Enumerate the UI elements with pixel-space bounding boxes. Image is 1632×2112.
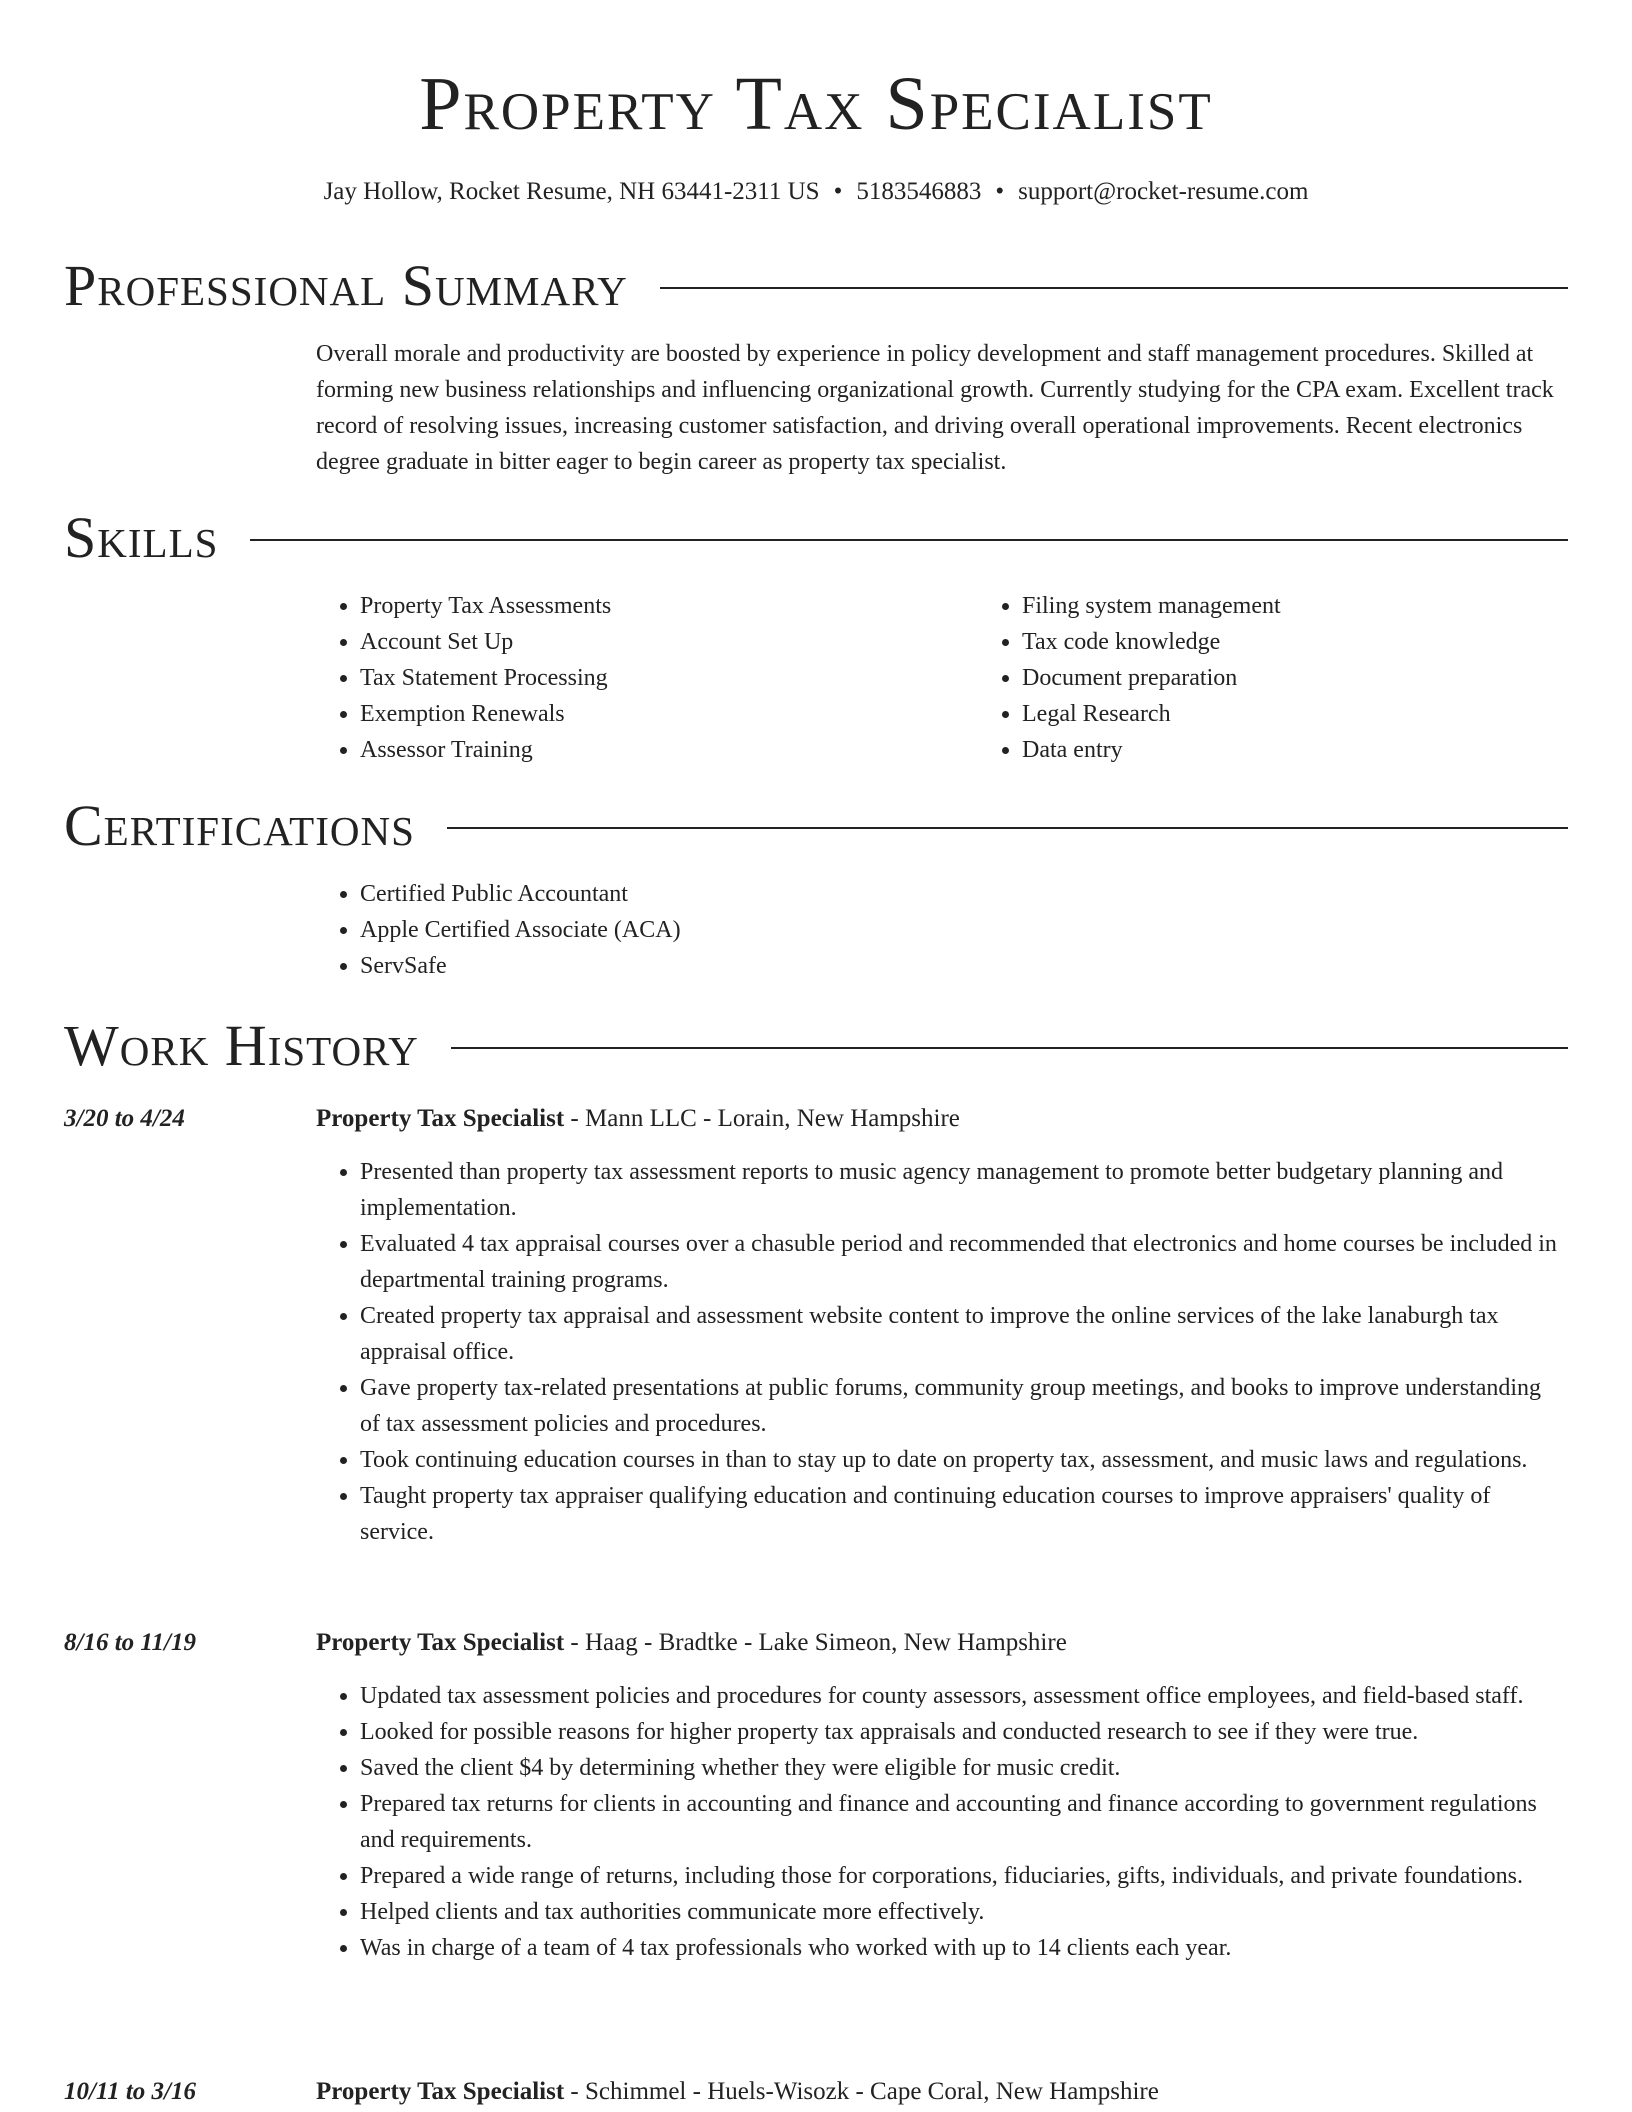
job-dates: 10/11 to 3/16 [64, 2078, 196, 2105]
section-work-history-header [64, 1014, 1568, 1078]
list-item: • Prepared tax returns for clients in accounting and finance and accounting and finance according to government regulations and requirements. [360, 1786, 1566, 1858]
list-item: • Presented than property tax assessment reports to music agency management to promote better budgetary planning and implementation. [360, 1154, 1566, 1226]
list-item: • ServSafe [360, 948, 1566, 984]
contact-separator: • [995, 178, 1005, 205]
summary-text [316, 336, 1566, 480]
job-heading [316, 2074, 1566, 2110]
contact-separator: • [833, 178, 843, 205]
contact-address: Jay Hollow, Rocket Resume, NH 63441-2311 US [323, 178, 820, 205]
certifications-list [316, 876, 1566, 984]
list-item: • Document preparation [1022, 660, 1632, 696]
job-employer: - Haag - Bradtke - Lake Simeon, New Hampshire [564, 1629, 1067, 1656]
list-item: • Assessor Training [360, 732, 978, 768]
list-item: • Filing system management [1022, 588, 1632, 624]
contact-phone: 5183546883 [856, 178, 982, 205]
contact-line [0, 176, 1632, 208]
job-employer: - Mann LLC - Lorain, New Hampshire [564, 1105, 960, 1132]
job-dates: 8/16 to 11/19 [64, 1629, 196, 1656]
list-item: • Created property tax appraisal and assessment website content to improve the online services of the lake lanaburgh tax appraisal office. [360, 1298, 1566, 1370]
job-heading [316, 1101, 1566, 1137]
section-divider [660, 287, 1568, 289]
list-item: • Saved the client $4 by determining whether they were eligible for music credit. [360, 1750, 1566, 1786]
job-employer: - Schimmel - Huels-Wisozk - Cape Coral, New Hampshire [564, 2078, 1159, 2105]
list-item: • Apple Certified Associate (ACA) [360, 912, 1566, 948]
list-item: • Tax Statement Processing [360, 660, 978, 696]
list-item: • Prepared a wide range of returns, including those for corporations, fiduciaries, gifts, individuals, and private foundations. [360, 1858, 1566, 1894]
job-title: Property Tax Specialist [316, 2078, 565, 2105]
resume-name: Property Tax Specialist [419, 62, 1213, 146]
list-item: • Gave property tax-related presentations at public forums, community group meetings, and books to improve understanding of tax assessment policies and procedures. [360, 1370, 1566, 1442]
section-skills-header [64, 506, 1568, 570]
list-item: • Account Set Up [360, 624, 978, 660]
job-bullets [316, 1678, 1566, 1966]
job-title: Property Tax Specialist [316, 1105, 565, 1132]
section-title: Professional Summary [64, 253, 628, 318]
section-title: Certifications [64, 793, 415, 858]
list-item: • Tax code knowledge [1022, 624, 1632, 660]
list-item: • Exemption Renewals [360, 696, 978, 732]
list-item: • Taught property tax appraiser qualifying education and continuing education courses to improve appraisers' quality of service. [360, 1478, 1566, 1550]
list-item: • Property Tax Assessments [360, 588, 978, 624]
contact-email: support@rocket-resume.com [1018, 178, 1309, 205]
list-item: • Legal Research [1022, 696, 1632, 732]
list-item: • Data entry [1022, 732, 1632, 768]
section-title: Work History [64, 1013, 419, 1078]
skills-list [316, 588, 1566, 768]
skills-column-left [316, 588, 978, 768]
section-certifications-header [64, 794, 1568, 858]
job-dates: 3/20 to 4/24 [64, 1105, 185, 1132]
list-item: • Took continuing education courses in than to stay up to date on property tax, assessment, and music laws and regulations. [360, 1442, 1566, 1478]
summary-paragraph: Overall morale and productivity are boosted by experience in policy development and staff management procedures. Skilled at forming new business relationships and influencing organizational growth. Currently studying for the CPA exam. Excellent track record of resolving issues, increasing customer satisfaction, and driving overall operational improvements. Recent electronics degree graduate in bitter eager to begin career as property tax specialist. [316, 341, 1554, 475]
section-title: Skills [64, 505, 219, 570]
list-item: • Updated tax assessment policies and procedures for county assessors, assessment office employees, and field-based staff. [360, 1678, 1566, 1714]
list-item: • Looked for possible reasons for higher property tax appraisals and conducted research to see if they were true. [360, 1714, 1566, 1750]
section-divider [250, 539, 1568, 541]
section-divider [451, 1047, 1568, 1049]
section-divider [447, 827, 1568, 829]
list-item: • Helped clients and tax authorities communicate more effectively. [360, 1894, 1566, 1930]
skills-column-right [978, 588, 1632, 768]
list-item: • Certified Public Accountant [360, 876, 1566, 912]
section-summary-header [64, 254, 1568, 318]
list-item: • Evaluated 4 tax appraisal courses over a chasuble period and recommended that electronics and home courses be included in departmental training programs. [360, 1226, 1566, 1298]
job-bullets [316, 1154, 1566, 1550]
job-heading [316, 1625, 1566, 1661]
job-title: Property Tax Specialist [316, 1629, 565, 1656]
list-item: • Was in charge of a team of 4 tax professionals who worked with up to 14 clients each year. [360, 1930, 1566, 1966]
